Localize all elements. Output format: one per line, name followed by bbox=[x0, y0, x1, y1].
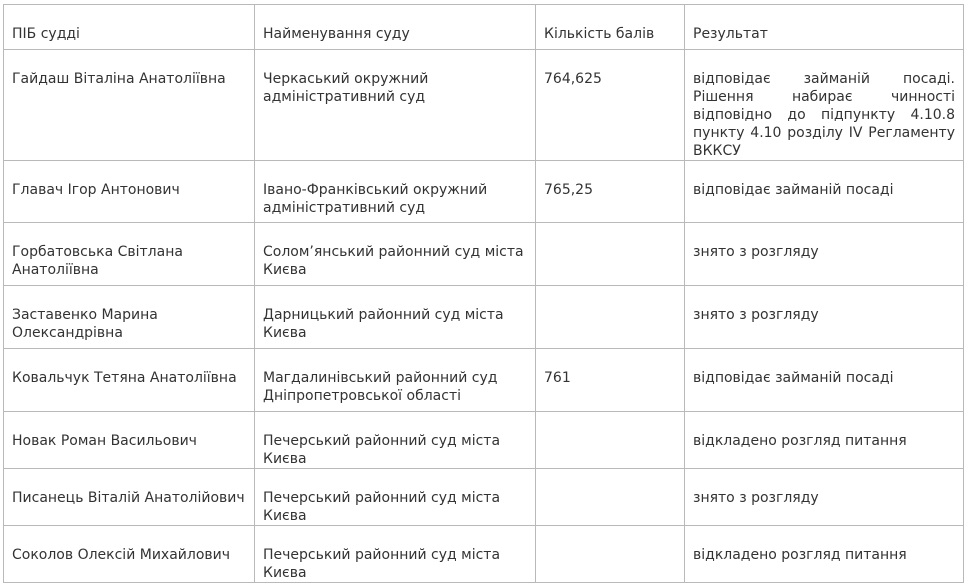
score-cell: 764,625 bbox=[536, 50, 685, 161]
score-cell: 761 bbox=[536, 349, 685, 412]
table-row bbox=[4, 469, 964, 526]
score-cell bbox=[536, 223, 685, 286]
judge-name-cell: Заставенко Марина Олександрівна bbox=[4, 286, 255, 349]
score-cell: 765,25 bbox=[536, 161, 685, 223]
score-cell bbox=[536, 286, 685, 349]
result-cell: відкладено розгляд питання bbox=[685, 412, 964, 469]
court-name-cell: Печерський районний суд міста Києва bbox=[255, 526, 536, 583]
header-judge-name: ПІБ судді bbox=[4, 5, 255, 50]
header-score: Кількість балів bbox=[536, 5, 685, 50]
judge-name-cell: Гайдаш Віталіна Анатоліївна bbox=[4, 50, 255, 161]
court-name-cell: Дарницький районний суд міста Києва bbox=[255, 286, 536, 349]
court-name-cell: Черкаський окружний адміністративний суд bbox=[255, 50, 536, 161]
table-row bbox=[4, 412, 964, 469]
court-name-cell: Печерський районний суд міста Києва bbox=[255, 412, 536, 469]
table-row bbox=[4, 161, 964, 223]
table-row bbox=[4, 349, 964, 412]
result-cell: відкладено розгляд питання bbox=[685, 526, 964, 583]
judge-name-cell: Соколов Олексій Михайлович bbox=[4, 526, 255, 583]
result-cell: відповідає займаній посаді bbox=[685, 349, 964, 412]
table-row bbox=[4, 50, 964, 161]
result-cell: знято з розгляду bbox=[685, 223, 964, 286]
table-row bbox=[4, 223, 964, 286]
court-name-cell: Печерський районний суд міста Києва bbox=[255, 469, 536, 526]
judges-table bbox=[3, 4, 964, 583]
result-cell: знято з розгляду bbox=[685, 469, 964, 526]
table-header-row bbox=[4, 5, 964, 50]
header-court-name: Найменування суду bbox=[255, 5, 536, 50]
judge-name-cell: Писанець Віталій Анатолійович bbox=[4, 469, 255, 526]
judge-name-cell: Главач Ігор Антонович bbox=[4, 161, 255, 223]
court-name-cell: Солом’янський районний суд міста Києва bbox=[255, 223, 536, 286]
header-result: Результат bbox=[685, 5, 964, 50]
court-name-cell: Івано-Франківський окружний адміністративний суд bbox=[255, 161, 536, 223]
court-name-cell: Магдалинівський районний суд Дніпропетровської області bbox=[255, 349, 536, 412]
score-cell bbox=[536, 526, 685, 583]
result-cell: відповідає займаній посаді bbox=[685, 161, 964, 223]
judge-name-cell: Ковальчук Тетяна Анатоліївна bbox=[4, 349, 255, 412]
score-cell bbox=[536, 412, 685, 469]
judge-name-cell: Новак Роман Васильович bbox=[4, 412, 255, 469]
score-cell bbox=[536, 469, 685, 526]
table-row bbox=[4, 286, 964, 349]
table-row bbox=[4, 526, 964, 583]
result-cell: знято з розгляду bbox=[685, 286, 964, 349]
result-cell: відповідає займаній посаді. Рішення набирає чинності відповідно до підпункту 4.10.8 пункту 4.10 розділу IV Регламенту ВККСУ bbox=[685, 50, 964, 161]
judge-name-cell: Горбатовська Світлана Анатоліївна bbox=[4, 223, 255, 286]
